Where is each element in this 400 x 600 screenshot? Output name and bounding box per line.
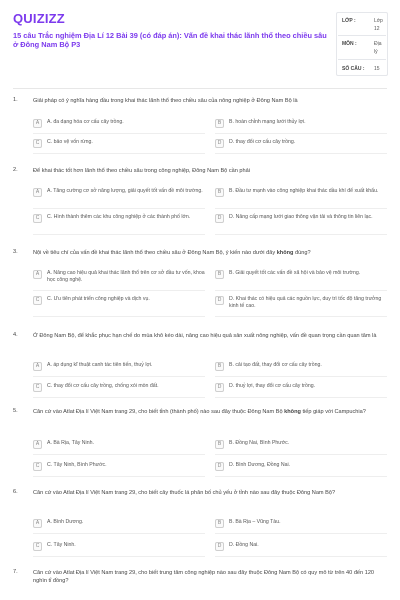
option-text: D. thay đổi cơ cấu cây trồng. (229, 139, 296, 145)
question-number: 1. (13, 97, 18, 103)
question-text-start: Nội về tiêu chí của vấn đề khai thác lãnh thổ theo chiều sâu ở Đông Nam Bộ, ý kiến nào dưới đây (33, 250, 277, 256)
option-letter: C (33, 542, 42, 551)
option-underline (33, 533, 205, 534)
option-text: B. Giải quyết tốt các vấn đề xã hội và bảo vệ môi trường. (229, 270, 361, 276)
option-a[interactable] (33, 517, 205, 531)
option-letter: B (215, 440, 224, 449)
option-d[interactable] (215, 294, 387, 314)
question-number: 7. (13, 569, 18, 575)
option-text: C. thay đổi cơ cấu cây trồng, chống xói mòn đất. (47, 383, 159, 389)
worksheet-header (0, 0, 400, 88)
option-text: D. thuỷ lợi, thay đổi cơ cấu cây trồng. (229, 383, 316, 389)
meta-class-label: LỚP : (342, 18, 356, 24)
option-underline (215, 153, 387, 154)
option-text: D. Đồng Nai. (229, 542, 259, 548)
option-underline (33, 397, 205, 398)
option-letter: C (33, 462, 42, 471)
option-text: D. Nâng cấp mạng lưới giao thông vận tải và thông tin liên lạc. (229, 214, 373, 220)
option-letter: C (33, 139, 42, 148)
option-underline (215, 133, 387, 134)
meta-class-value-1: Lớp (374, 18, 383, 24)
question-number: 5. (13, 408, 18, 414)
option-text: B. Bà Rịa – Vũng Tàu. (229, 519, 281, 525)
question-text: Giải pháp có ý nghĩa hàng đầu trong khai thác lãnh thổ theo chiều sâu của nông nghiệp ở Đông Nam Bộ là (33, 98, 298, 104)
option-underline (215, 476, 387, 477)
option-underline (215, 397, 387, 398)
option-underline (33, 133, 205, 134)
option-underline (33, 153, 205, 154)
option-letter: A (33, 362, 42, 371)
meta-subject-value-2: lý (374, 49, 378, 55)
option-b[interactable] (215, 186, 387, 206)
option-text: A. Nâng cao hiệu quả khai thác lãnh thổ trên cơ sở đầu tư vốn, khoa học công nghệ. (47, 270, 205, 283)
option-text: B. hoàn chỉnh mạng lưới thủy lợi. (229, 119, 306, 125)
option-text: A. Bình Dương. (47, 519, 84, 525)
option-text: B. cải tạo đất, thay đổi cơ cấu cây trồng. (229, 362, 322, 368)
option-underline (215, 234, 387, 235)
option-text: C. Tây Ninh, Bình Phước. (47, 462, 107, 468)
meta-count-label: SỐ CÂU : (342, 66, 365, 72)
option-c[interactable] (33, 137, 205, 151)
option-c[interactable] (33, 212, 205, 232)
option-underline (215, 208, 387, 209)
quizizz-logo: QUIZIZZ (13, 11, 65, 26)
option-text: B. Đồng Nai, Bình Phước. (229, 440, 290, 446)
question-text-emphasis: không (276, 250, 294, 256)
option-a[interactable] (33, 360, 205, 374)
question-text: Để khai thác tốt hơn lãnh thổ theo chiều sâu trong công nghiệp, Đông Nam Bộ cần phải (33, 168, 250, 174)
meta-subject-label: MÔN : (342, 41, 357, 47)
option-d[interactable] (215, 540, 387, 554)
option-letter: D (215, 383, 224, 392)
option-text: D. Bình Dương, Đồng Nai. (229, 462, 291, 468)
option-text: C. Tây Ninh. (47, 542, 76, 548)
option-letter: A (33, 440, 42, 449)
option-a[interactable] (33, 117, 205, 131)
question-text-start: Căn cứ vào Atlat Địa lí Việt Nam trang 29, cho biết tỉnh (thành phố) nào sau đây thuộc Đông Nam Bộ (33, 409, 285, 415)
option-underline (33, 376, 205, 377)
meta-class-value-2: 12 (374, 26, 380, 32)
question-text (33, 249, 387, 257)
option-a[interactable] (33, 268, 205, 288)
option-underline (33, 454, 205, 455)
meta-subject-value-1: Địa (374, 41, 382, 47)
option-underline (33, 316, 205, 317)
option-d[interactable] (215, 212, 387, 232)
question-number: 3. (13, 249, 18, 255)
option-text: C. bảo vệ vốn rừng. (47, 139, 93, 145)
option-text: B. Đầu tư mạnh vào công nghiệp khai thác dầu khí để xuất khẩu. (229, 188, 379, 194)
option-letter: B (215, 519, 224, 528)
option-b[interactable] (215, 438, 387, 452)
question-text-emphasis: không (284, 409, 301, 415)
option-letter: B (215, 362, 224, 371)
question-text (33, 408, 387, 416)
option-letter: C (33, 296, 42, 305)
option-underline (215, 316, 387, 317)
option-text: A. áp dụng kĩ thuật canh tác tiên tiến, thuỷ lợi. (47, 362, 153, 368)
option-a[interactable] (33, 186, 205, 206)
option-underline (215, 290, 387, 291)
option-b[interactable] (215, 117, 387, 131)
option-c[interactable] (33, 294, 205, 314)
question-number: 4. (13, 332, 18, 338)
option-text: C. Ưu tiên phát triển công nghiệp và dịch vụ. (47, 296, 150, 302)
option-text: A. Bà Rịa, Tây Ninh. (47, 440, 94, 446)
option-underline (33, 476, 205, 477)
worksheet-title: 15 câu Trắc nghiệm Địa Lí 12 Bài 39 (có đáp án): Vấn đề khai thác lãnh thổ theo chiều sâu ở Đông Nam Bộ P3 (13, 31, 327, 49)
option-underline (215, 454, 387, 455)
option-letter: B (215, 270, 224, 279)
option-letter: C (33, 214, 42, 223)
question-text: Căn cứ vào Atlat Địa lí Việt Nam trang 29, cho biết trung tâm công nghiệp nào sau đây thuộc Đông Nam Bộ có quy mô từ trên 40 đến 120 nghìn tỉ đồng? (33, 570, 375, 585)
option-text: A. Tăng cường cơ sở năng lượng, giải quyết tốt vấn đề môi trường. (47, 188, 203, 194)
option-letter: B (215, 119, 224, 128)
option-letter: A (33, 270, 42, 279)
option-d[interactable] (215, 460, 387, 474)
option-underline (33, 234, 205, 235)
question-text: Căn cứ vào Atlat Địa lí Việt Nam trang 29, cho biết cây thuốc lá phân bố chủ yếu ở tỉnh nào sau đây thuộc Đông Nam Bộ? (33, 490, 336, 496)
option-c[interactable] (33, 540, 205, 554)
option-underline (33, 556, 205, 557)
option-b[interactable] (215, 360, 387, 374)
header-divider (13, 88, 387, 89)
option-underline (215, 556, 387, 557)
option-letter: A (33, 519, 42, 528)
option-underline (33, 290, 205, 291)
question-number: 2. (13, 167, 18, 173)
option-c[interactable] (33, 460, 205, 474)
question-text-end: đúng? (293, 250, 311, 256)
option-underline (33, 208, 205, 209)
option-underline (215, 376, 387, 377)
option-d[interactable] (215, 137, 387, 151)
option-d[interactable] (215, 381, 387, 395)
question-text: Ở Đông Nam Bộ, để khắc phục hạn chế do mùa khô kéo dài, nâng cao hiệu quả sản xuất nông nghiệp, vấn đề quan trọng cần quan tâm là (33, 333, 377, 339)
option-underline (215, 533, 387, 534)
option-a[interactable] (33, 438, 205, 452)
option-letter: A (33, 188, 42, 197)
worksheet-meta-box (336, 12, 388, 76)
meta-divider (338, 59, 386, 60)
option-letter: B (215, 188, 224, 197)
meta-divider (338, 35, 386, 36)
option-letter: D (215, 462, 224, 471)
option-text: A. đa dạng hóa cơ cấu cây trồng. (47, 119, 124, 125)
option-letter: A (33, 119, 42, 128)
option-c[interactable] (33, 381, 205, 395)
option-letter: C (33, 383, 42, 392)
option-letter: D (215, 214, 224, 223)
option-text: C. Hình thành thêm các khu công nghiệp ở các thành phố lớn. (47, 214, 191, 220)
question-number: 6. (13, 489, 18, 495)
option-letter: D (215, 296, 224, 305)
option-b[interactable] (215, 517, 387, 531)
option-letter: D (215, 139, 224, 148)
option-letter: D (215, 542, 224, 551)
meta-count-value: 15 (374, 66, 380, 72)
option-text: D. Khai thác có hiệu quả các nguồn lực, duy trì tốc độ tăng trưởng kinh tế cao. (229, 296, 382, 309)
question-text-end: tiếp giáp với Campuchia? (300, 409, 366, 415)
option-b[interactable] (215, 268, 387, 288)
